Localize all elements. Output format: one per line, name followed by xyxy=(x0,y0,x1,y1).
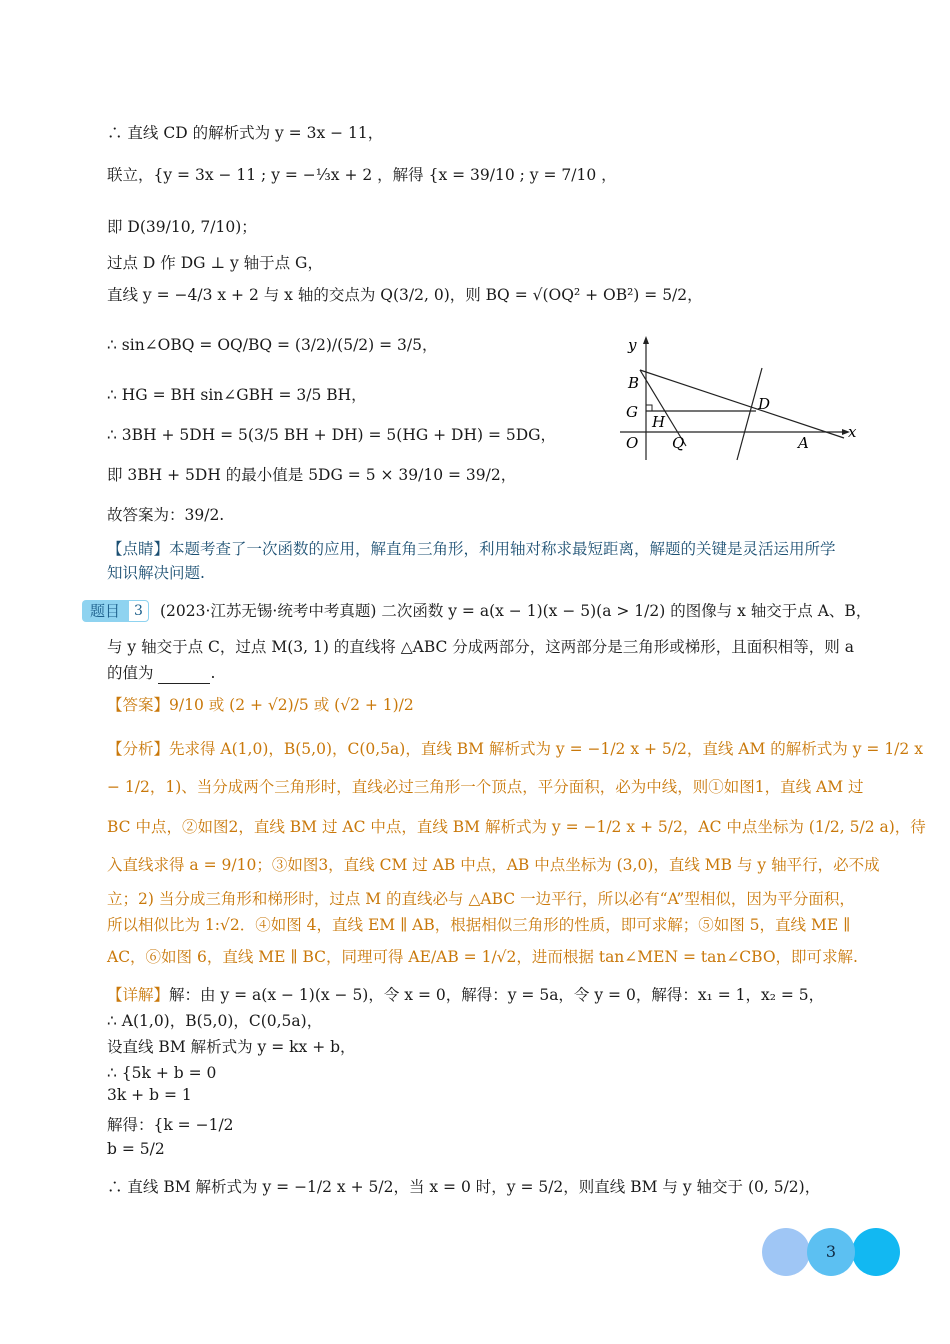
problem-line: (2023·江苏无锡·统考中考真题) 二次函数 y = a(x − 1)(x − 5)(a > 1/2) 的图像与 x 轴交于点 A、B， xyxy=(160,602,872,620)
detail-line: 解得：{k = −1/2 xyxy=(107,1116,234,1134)
line-cd xyxy=(737,368,762,460)
analysis-line: 入直线求得 a = 9/10；③如图3，直线 CM 过 AB 中点，AB 中点坐标为 (3,0)，直线 MB 与 y 轴平行，必不成 xyxy=(107,856,880,874)
y-axis-arrow xyxy=(643,336,649,344)
problem-line: 与 y 轴交于点 C，过点 M(3, 1) 的直线将 △ABC 分成两部分，这两部分是三角形或梯形，且面积相等，则 a xyxy=(107,638,854,656)
label-x: x xyxy=(848,423,857,441)
text-line: 联立，{y = 3x − 11 ; y = −⅓x + 2 ，解得 {x = 39/10 ; y = 7/10 ， xyxy=(107,166,617,184)
detail-label: 【详解】 xyxy=(107,986,170,1004)
detail-text: 解：由 y = a(x − 1)(x − 5)，令 x = 0，解得：y = 5a，令 y = 0，解得：x₁ = 1，x₂ = 5， xyxy=(169,986,825,1004)
decor-circle xyxy=(852,1228,900,1276)
problem-line: 的值为 . xyxy=(107,664,216,682)
page-number: 3 xyxy=(825,1242,837,1261)
detail-line: ∴ 直线 BM 解析式为 y = −1/2 x + 5/2，当 x = 0 时，y = 5/2，则直线 BM 与 y 轴交于 (0, 5/2)， xyxy=(107,1178,821,1196)
answer-line xyxy=(107,694,414,716)
text-line: 即 D(39/10, 7/10)； xyxy=(107,218,257,236)
problem-label: 题目 xyxy=(82,600,128,622)
problem-tail: 的值为 xyxy=(107,664,154,682)
text-line: 直线 y = −4/3 x + 2 与 x 轴的交点为 Q(3/2, 0)，则 BQ = √(OQ² + OB²) = 5/2， xyxy=(107,286,703,304)
answer-blank xyxy=(158,667,210,684)
analysis-line: BC 中点，②如图2，直线 BM 过 AC 中点，直线 BM 解析式为 y = −1/2 x + 5/2，AC 中点坐标为 (1/2, 5/2 a)，待 xyxy=(107,818,926,836)
label-b: B xyxy=(628,374,640,392)
comment-line: 【点睛】本题考查了一次函数的应用，解直角三角形，利用轴对称求最短距离，解题的关键是灵活运用所学 xyxy=(107,540,836,558)
analysis-line: 立；2) 当分成三角形和梯形时，过点 M 的直线必与 △ABC 一边平行，所以必有“A”型相似，因为平分面积， xyxy=(107,890,855,908)
geometry-figure xyxy=(612,334,862,464)
text-line: ∴ sin∠OBQ = OQ/BQ = (3/2)/(5/2) = 3/5， xyxy=(107,336,438,354)
detail-line: ∴ {5k + b = 0 xyxy=(107,1064,217,1082)
label-d: D xyxy=(758,395,771,413)
detail-line: ∴ A(1,0)，B(5,0)，C(0,5a)， xyxy=(107,1012,323,1030)
detail-line: b = 5/2 xyxy=(107,1140,165,1158)
problem-number: 3 xyxy=(128,600,149,622)
analysis-line: − 1/2，1)、当分成两个三角形时，直线必过三角形一个顶点，平分面积，必为中线，则①如图1，直线 AM 过 xyxy=(107,778,864,796)
detail-line: 3k + b = 1 xyxy=(107,1086,192,1104)
line-ba xyxy=(640,370,844,438)
label-y: y xyxy=(628,336,637,354)
answer-label: 【答案】 xyxy=(107,696,170,714)
detail-line: 设直线 BM 解析式为 y = kx + b， xyxy=(107,1038,356,1056)
text-line: 过点 D 作 DG ⊥ y 轴于点 G， xyxy=(107,254,323,272)
decor-circle xyxy=(762,1228,810,1276)
answer-value: 9/10 或 (2 + √2)/5 或 (√2 + 1)/2 xyxy=(169,696,414,714)
label-q: Q xyxy=(672,434,685,452)
label-a: A xyxy=(798,434,809,452)
text-line: ∴ 3BH + 5DH = 5(3/5 BH + DH) = 5(HG + DH) = 5DG， xyxy=(107,426,557,444)
problem-badge xyxy=(82,600,149,622)
analysis-line: 【分析】先求得 A(1,0)，B(5,0)，C(0,5a)，直线 BM 解析式为 y = −1/2 x + 5/2，直线 AM 的解析式为 y = 1/2 x xyxy=(107,740,923,758)
text-line: 即 3BH + 5DH 的最小值是 5DG = 5 × 39/10 = 39/2， xyxy=(107,466,517,484)
comment-line: 知识解决问题. xyxy=(107,564,205,582)
analysis-line: 所以相似比为 1:√2．④如图 4，直线 EM ∥ AB，根据相似三角形的性质，即可求解；⑤如图 5，直线 ME ∥ xyxy=(107,916,851,934)
text-line: ∴ HG = BH sin∠GBH = 3/5 BH， xyxy=(107,386,367,404)
page-number-decor xyxy=(762,1228,902,1278)
text-line: 故答案为：39/2. xyxy=(107,506,225,524)
text-line: ∴ 直线 CD 的解析式为 y = 3x − 11， xyxy=(107,124,384,142)
detail-line xyxy=(107,984,824,1006)
label-h: H xyxy=(652,413,666,431)
right-angle-mark xyxy=(646,405,652,411)
label-o: O xyxy=(626,434,639,452)
analysis-line: AC，⑥如图 6，直线 ME ∥ BC，同理可得 AE/AB = 1/√2，进而根据 tan∠MEN = tan∠CBO，即可求解. xyxy=(107,948,858,966)
label-g: G xyxy=(626,403,638,421)
